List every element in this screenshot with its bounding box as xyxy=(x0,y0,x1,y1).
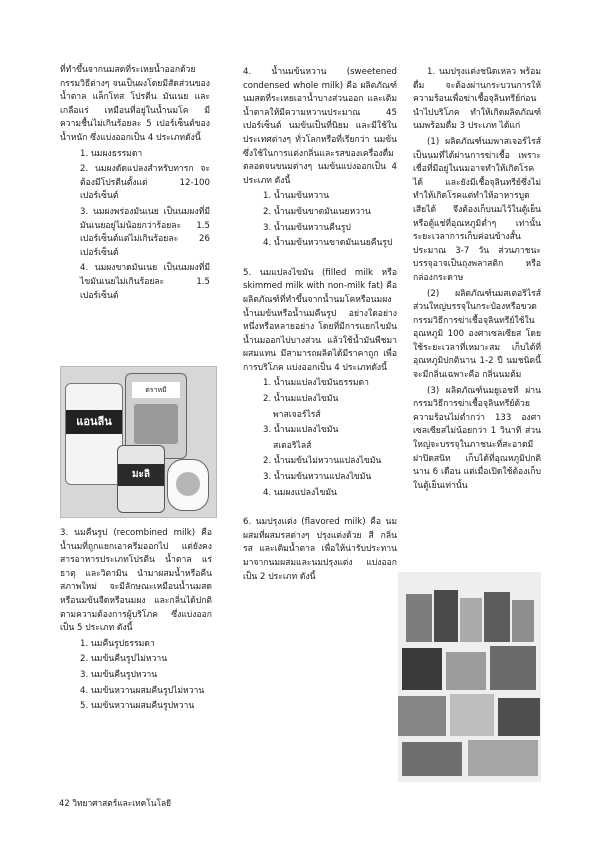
can-anlene-label: แอนลีน xyxy=(66,410,122,434)
powder-type-1: 1. นมผงธรรมดา xyxy=(80,148,143,159)
filled-4: 2. น้ำนมข้นไม่หวานแปลงไขมัน xyxy=(263,456,382,467)
pasteurized-text: (1) ผลิตภัณฑ์นมพาสเจอร์ไรส์ เป็นนมที่ได้ผ่านการฆ่าเชื้อ เพราะเชื่อที่มีอยู่ในนมอาจทำให้เกิดโรคได้ และยังมีเชื้อจุลินทรีย์ซึ่งไม่ทำให้เกิดโรคแต่ทำให้อาหารบูดเสียได้ จึงต้องเก็บนมไว้ในตู้เย็นหรือตู้แช่ที่อุณหภูมิต่ำๆ เท่านั้น ระยะเวลาการเก็บค่อนข้างสั้นประมาณ 3-7 วัน ส่วนภาชนะบรรจุอาจเป็นถุงพลาสติก หรือกล่องกระดาษ xyxy=(413,136,541,283)
column-1 xyxy=(60,64,210,305)
filled-2b: พาสเจอร์ไรส์ xyxy=(273,409,321,420)
condensed-1: 1. น้ำนมข้นหวาน xyxy=(263,191,330,202)
recombined-1: 1. นมคืนรูปธรรมดา xyxy=(80,638,155,649)
filled-3: 3. น้ำนมแปลงไขมัน xyxy=(263,425,339,436)
uht-text: (3) ผลิตภัณฑ์นมยูเอชที ผ่านกรรมวิธีการฆ่าเชื้อจุลินทรีย์ด้วยความร้อนไม่ต่ำกว่า 133 องศาเซลเซียสไม่น้อยกว่า 1 วินาที ส่วนใหญ่จะบรรจุในภาชนะที่สะอาดมีฝาปิดสนิท เก็บได้ที่อุณหภูมิปกตินาน 6 เดือน แต่เมื่อเปิดใช้ต้องเก็บในตู้เย็นเท่านั้น xyxy=(413,385,541,491)
section5-text: 5. นมแปลงไขมัน (filled milk หรือ skimmed milk with non-milk fat) คือ ผลิตภัณฑ์ที่ทำขึ้นจากน้ำนมโคหรือนมผง น้ำนมข้นหรือน้ำนมคืนรูป อย่างใดอย่างหนึ่งหรือหลายอย่าง โดยที่มีการแยกไขมันน้ำนมออกไปบางส่วน แล้วใช้น้ำมันพืชมาผสมแทน มีสามารถผลิตได้มีราคาถูก เพื่อการบริโภค แบ่งออกเป็น 4 ประเภทดังนี้ xyxy=(243,267,397,373)
column-3 xyxy=(413,66,541,495)
col3-intro: 1. นมปรุงแต่งชนิดเหลว พร้อมดื่ม จะต้องผ่านกระบวนการให้ความร้อนเพื่อฆ่าเชื้อจุลินทรีย์ก่อนนำไปบริโภค ทำให้เกิดผลิตภัณฑ์นมพร้อมดื่ม 3 ประเภท ได้แก่ xyxy=(413,67,541,132)
section6-text: 6. นมปรุงแต่ง (flavored milk) คือ นมผสมที่ผสมรสต่างๆ ปรุงแต่งด้วย สี กลิ่น รส และเติมน้ำตาล เพื่อให้น่ารับประทาน มาจากนมผสมและนมปรุงแต่ง แบ่งออกเป็น 2 ประเภท ดังนี้ xyxy=(243,517,397,582)
powder-type-2: 2. นมผงดัดแปลงสำหรับทารก จะต้องมีโปรตีนตั้งแต่ 12-100 เปอร์เซ็นต์ xyxy=(80,164,210,202)
powder-type-3: 3. นมผงพร่องมันเนย เป็นนมผงที่มีมันเนยอยู่ไม่น้อยกว่าร้อยละ 1.5 เปอร์เซ็นต์แต่ไม่เกินร้อยละ 26 เปอร์เซ็นต์ xyxy=(80,206,210,258)
can-small xyxy=(167,459,209,511)
recombined-4: 4. นมข้นหวานผสมคืนรูปไม่หวาน xyxy=(80,685,205,696)
section3-text: 3. นมคืนรูป (recombined milk) คือ น้ำนมที่ถูกแยกเอาครีมออกไป แต่ยังคงสารอาหารประเภทโปรตีน น้ำตาล แร่ธาตุ และวิตามิน นำมาผสมน้ำหรือคืนสภาพใหม่ จะมีลักษณะเหมือนน้ำนมสด หรือนมข้นจืดหรือนมผง และกลิ่นได้ปกติ ตามความต้องการผู้บริโภค ซึ่งแบ่งออกเป็น 5 ประเภท ดังนี้ xyxy=(60,528,212,634)
filled-1: 1. น้ำนมแปลงไขมันธรรมดา xyxy=(263,378,369,389)
milk-powder-photo xyxy=(60,366,217,518)
recombined-2: 2. นมข้นคืนรูปไม่หวาน xyxy=(80,654,168,665)
can-mali xyxy=(117,445,165,513)
condensed-3: 3. น้ำนมข้นหวานคืนรูป xyxy=(263,222,351,233)
page-footer: 42 วิทยาศาสตร์และเทคโนโลยี xyxy=(59,798,171,808)
column-2 xyxy=(243,66,397,586)
section4-text: 4. น้ำนมข้นหวาน (sweetened condensed whole milk) คือ ผลิตภัณฑ์นมสดที่ระเหยเอาน้ำบางส่วนออก และเติมน้ำตาลให้มีความหวานประมาณ 45 เปอร์เซ็นต์ นมข้นเป็นที่นิยม และมีใช้ในประเทศต่างๆ ทั่วโลกหรือที่เรียกว่า นมข้น ซึ่งใช้ในการแต่งกลิ่นและรสของเครื่องดื่ม ตลอดจนขนมต่างๆ นมข้นแบ่งออกเป็น 4 ประเภท ดังนี้ xyxy=(243,67,397,186)
filled-5: 3. น้ำนมข้นหวานแปลงไขมัน xyxy=(263,472,372,483)
filled-2: 2. น้ำนมแปลงไขมัน xyxy=(263,394,339,405)
can-mali-label: มะลิ xyxy=(118,464,164,486)
recombined-5: 5. นมข้นหวานผสมคืนรูปหวาน xyxy=(80,701,195,712)
can-anlene xyxy=(65,383,123,485)
recombined-3: 3. นมข้นคืนรูปหวาน xyxy=(80,669,158,680)
milk-carton-photo xyxy=(398,572,541,782)
filled-3b: สเตอริไลส์ xyxy=(273,440,312,451)
sterilized-text: (2) ผลิตภัณฑ์นมสเตอริไรส์ ส่วนใหญ่บรรจุในกระป๋องหรือขวด กรรมวิธีการฆ่าเชื้อจุลินทรีย์ใช้ในอุณหภูมิ 100 องศาเซลเซียส โดยใช้ระยะเวลาที่เหมาะสม เก็บได้ที่อุณหภูมิปกตินาน 1-2 ปี นมชนิดนี้จะมีกลิ่นเฉพาะคือ กลิ่นนมต้ม xyxy=(413,288,541,381)
column-1-lower xyxy=(60,527,212,716)
condensed-2: 2. น้ำนมข้นขาดมันเนยหวาน xyxy=(263,206,371,217)
powder-type-4: 4. นมผงขาดมันเนย เป็นนมผงที่มีไขมันเนยไม่เกินร้อยละ 1.5 เปอร์เซ็นต์ xyxy=(80,263,210,301)
filled-6: 4. นมผงแปลงไขมัน xyxy=(263,487,337,498)
condensed-4: 4. น้ำนมข้นหวานขาดมันเนยคืนรูป xyxy=(263,238,393,249)
col1-intro: ที่ทำขึ้นจากนมสดที่ระเหยน้ำออกด้วยกรรมวิธีต่างๆ จนเป็นผงโดยมีสัดส่วนของน้ำตาล แล็กโทส โปรตีน มันเนย และเกลือแร่ เหมือนที่อยู่ในน้ำนมโค มีความชื้นไม่เกินร้อยละ 5 เปอร์เซ็นต์ของน้ำหนัก ซึ่งแบ่งออกเป็น 4 ประเภทดังนี้ xyxy=(60,65,210,143)
can-bear-label: ตราหมี xyxy=(132,382,180,398)
